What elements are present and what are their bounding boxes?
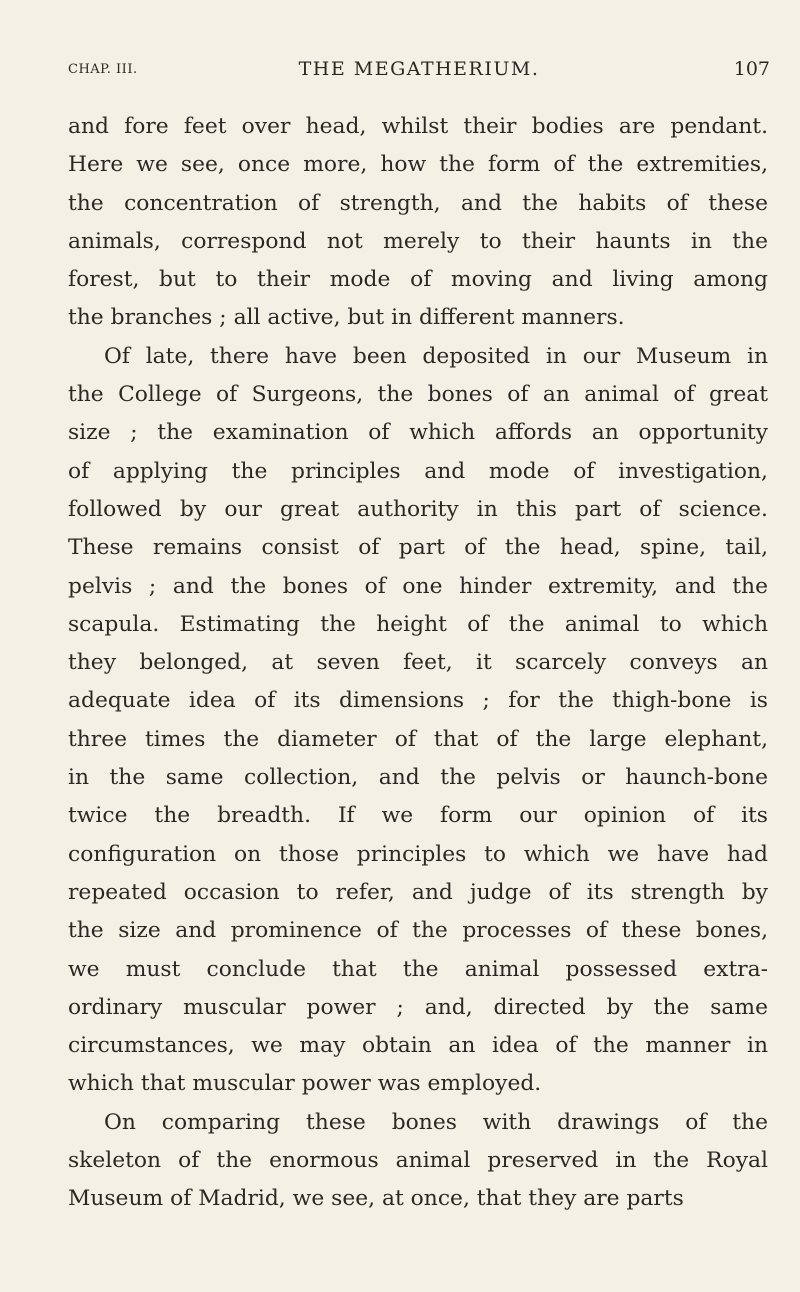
text-line: configuration on those principles to which we have had [68, 841, 768, 867]
chapter-label: CHAP. III. [68, 62, 138, 77]
text-line: of applying the principles and mode of investigation, [68, 458, 768, 484]
text-line: twice the breadth. If we form our opinion of its [68, 803, 768, 829]
running-header [68, 58, 770, 82]
text-line: Of late, there have been deposited in our Museum in [104, 343, 768, 369]
text-line: three times the diameter of that of the large elephant, [68, 726, 768, 752]
text-line: adequate idea of its dimensions ; for the thigh-bone is [68, 688, 768, 714]
text-line: which that muscular power was employed. [68, 1071, 542, 1097]
text-line: skeleton of the enormous animal preserved in the Royal [68, 1148, 768, 1174]
text-line: forest, but to their mode of moving and living among [68, 267, 768, 293]
text-line: Here we see, once more, how the form of the extremities, [68, 152, 768, 178]
text-line: followed by our great authority in this part of science. [68, 496, 768, 522]
body-text [68, 108, 768, 1219]
text-line: These remains consist of part of the head, spine, tail, [68, 535, 768, 561]
text-line: circumstances, we may obtain an idea of the manner in [68, 1033, 768, 1059]
text-line: and fore feet over head, whilst their bodies are pendant. [68, 114, 768, 139]
text-line: Museum of Madrid, we see, at once, that they are parts [68, 1186, 684, 1212]
text-line: we must conclude that the animal possessed extra- [68, 956, 768, 982]
text-line: the size and prominence of the processes of these bones, [68, 918, 768, 944]
text-line: scapula. Estimating the height of the animal to which [68, 611, 768, 637]
text-line: repeated occasion to refer, and judge of its strength by [68, 879, 768, 905]
text-line: ordinary muscular power ; and, directed by the same [68, 994, 768, 1020]
text-line: the College of Surgeons, the bones of an animal of great [68, 382, 768, 408]
text-line: in the same collection, and the pelvis or haunch-bone [68, 765, 768, 791]
text-line: On comparing these bones with drawings of the [104, 1109, 768, 1135]
text-line: the branches ; all active, but in different manners. [68, 305, 625, 331]
text-line: animals, correspond not merely to their haunts in the [68, 228, 768, 254]
text-line: size ; the examination of which affords an opportunity [68, 420, 768, 446]
running-title: THE MEGATHERIUM. [298, 58, 540, 80]
text-line: they belonged, at seven feet, it scarcely conveys an [68, 650, 768, 676]
text-line: the concentration of strength, and the habits of these [68, 190, 768, 216]
page-number: 107 [733, 58, 770, 80]
text-line: pelvis ; and the bones of one hinder extremity, and the [68, 573, 768, 599]
